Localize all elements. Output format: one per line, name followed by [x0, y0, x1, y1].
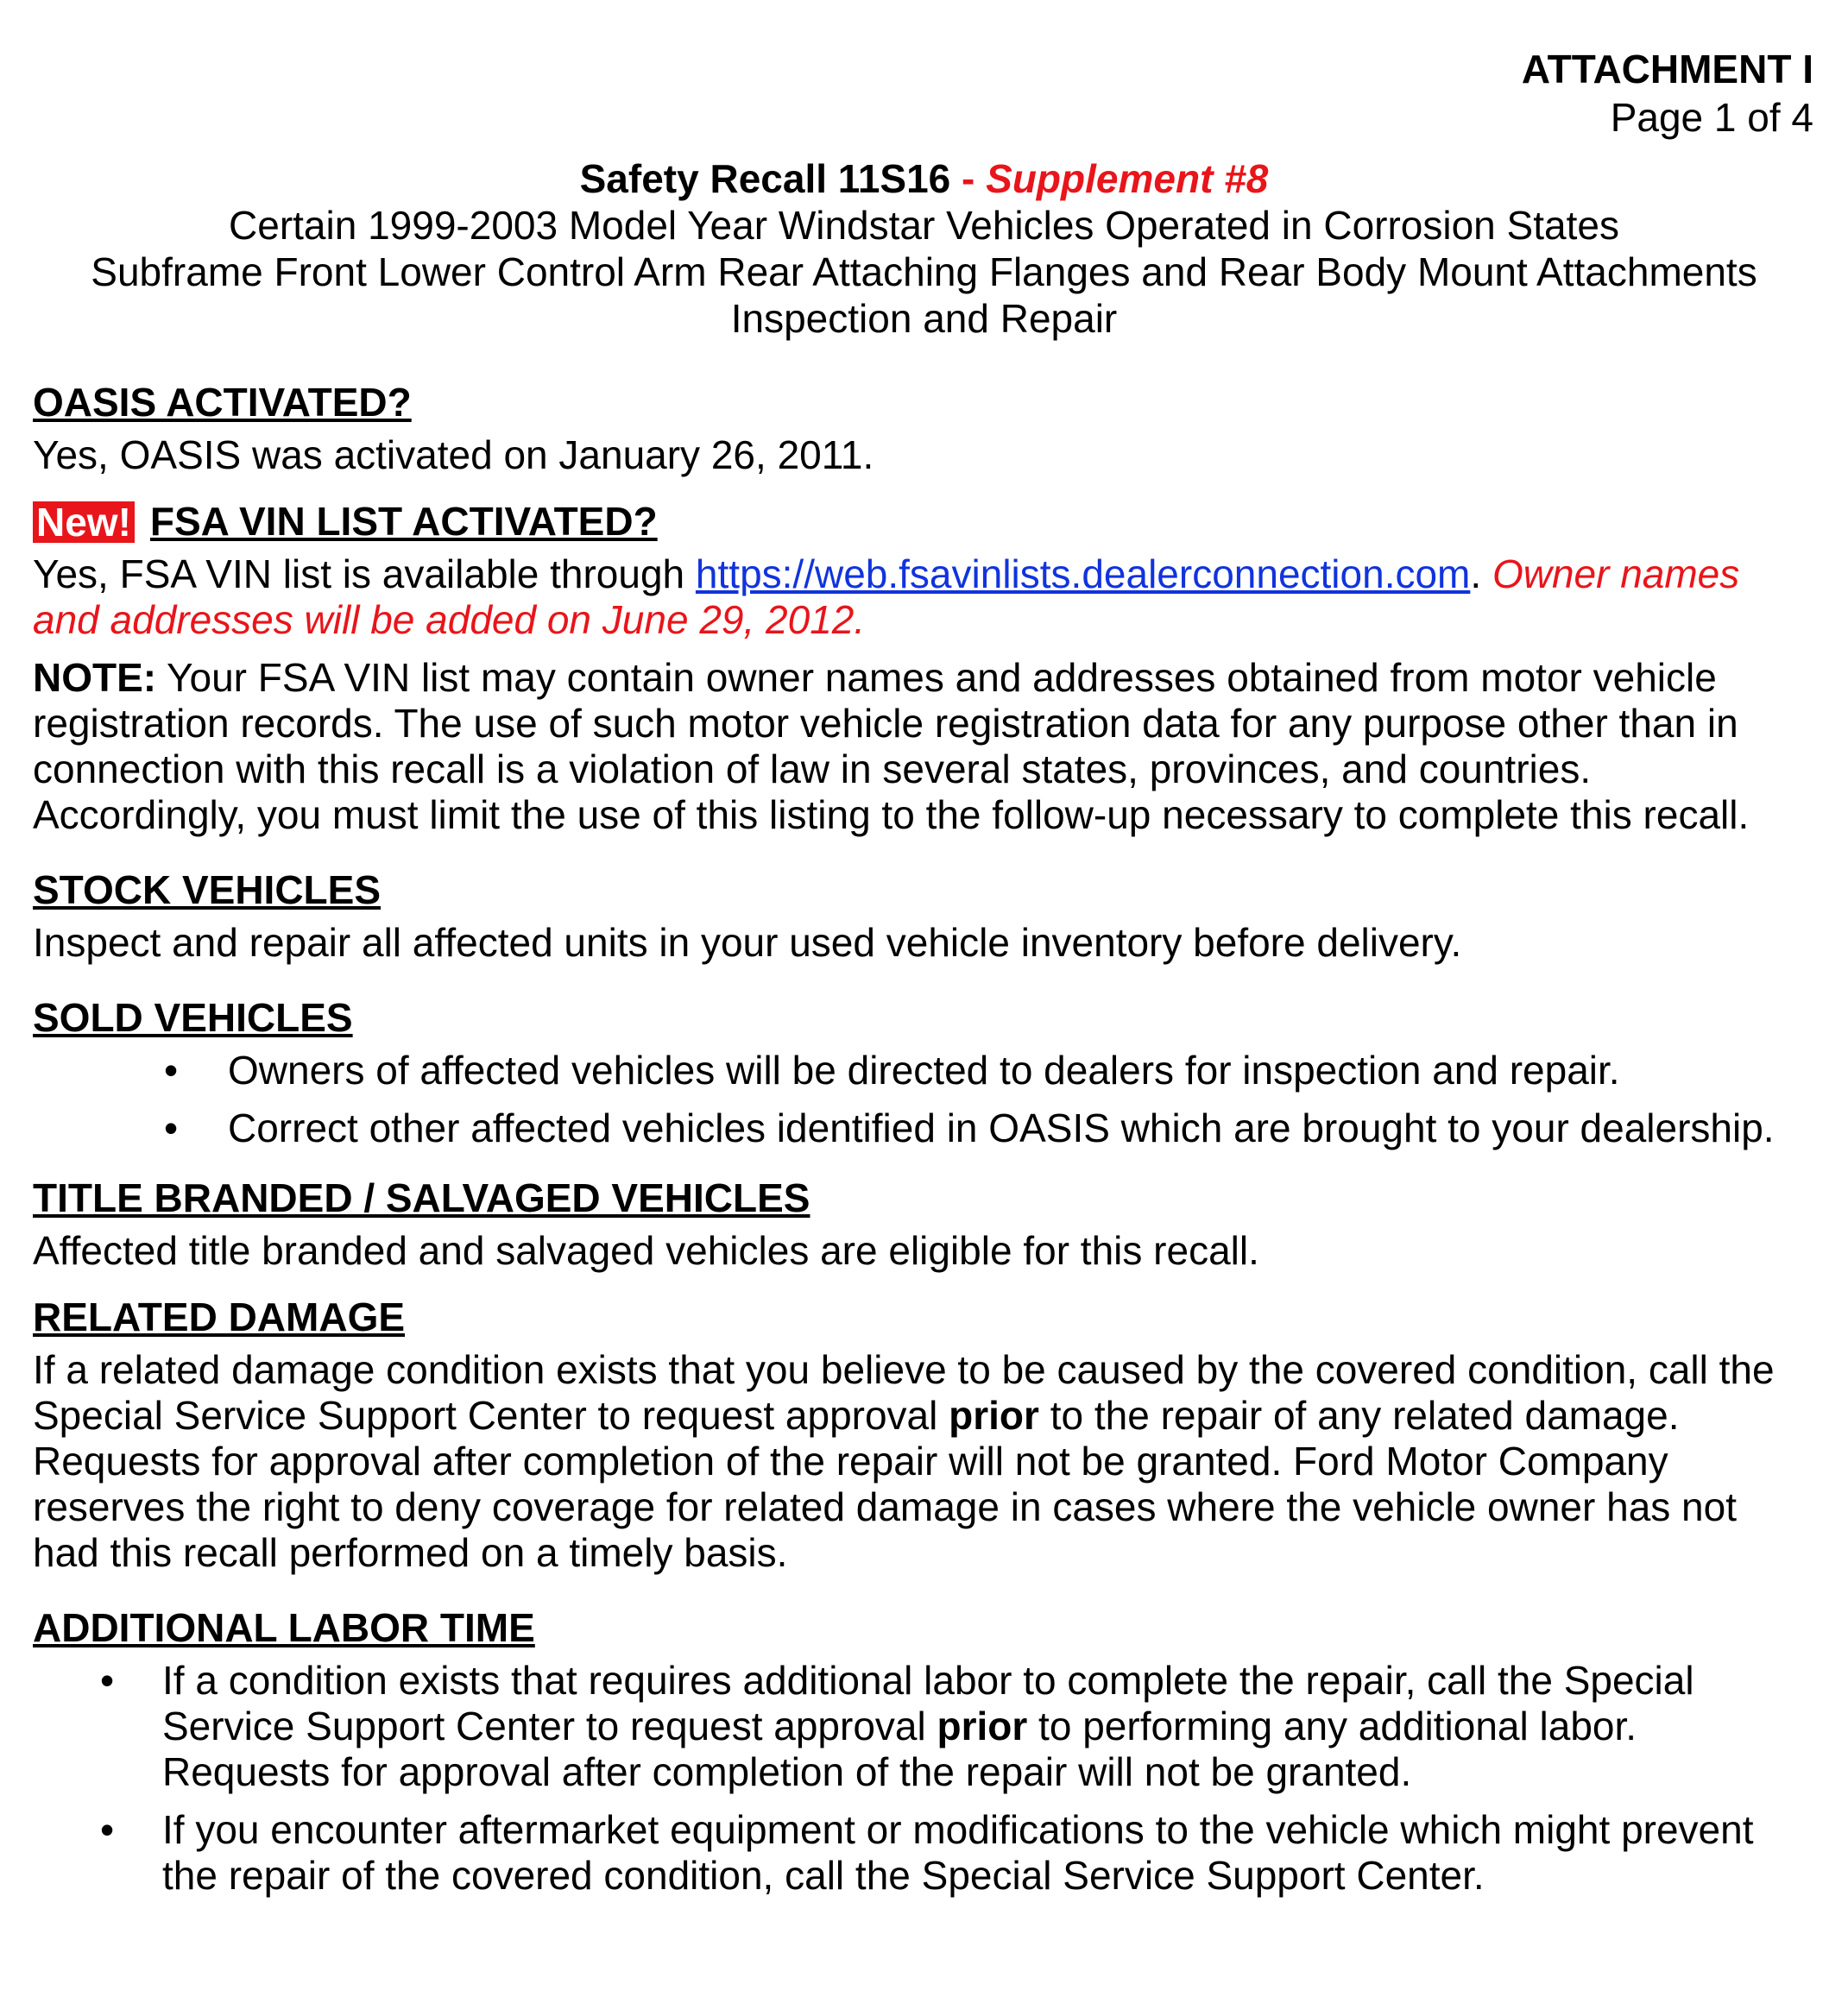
list-item — [33, 1048, 1811, 1093]
title-branded-heading: TITLE BRANDED / SALVAGED VEHICLES — [33, 1175, 810, 1220]
document-body — [33, 380, 1811, 1911]
sold-bullet-1: Owners of affected vehicles will be directed to dealers for inspection and repair. — [228, 1048, 1620, 1093]
bullet-icon: • — [164, 1048, 179, 1093]
oasis-text: Yes, OASIS was activated on January 26, 2011. — [33, 432, 874, 477]
title-branded-text: Affected title branded and salvaged vehicles are eligible for this recall. — [33, 1228, 1259, 1273]
bullet-icon: • — [100, 1807, 115, 1852]
title-line-2: Certain 1999-2003 Model Year Windstar Vehicles Operated in Corrosion States — [229, 203, 1619, 248]
related-damage-heading: RELATED DAMAGE — [33, 1295, 406, 1339]
related-prior: prior — [949, 1393, 1039, 1438]
fsa-text-before: Yes, FSA VIN list is available through — [33, 551, 696, 596]
fsa-note — [33, 655, 1811, 838]
sold-heading: SOLD VEHICLES — [33, 995, 353, 1040]
sold-list — [33, 1048, 1811, 1151]
list-item — [33, 1658, 1811, 1795]
note-text: Your FSA VIN list may contain owner names and addresses obtained from motor vehicle registration records. The use of such motor vehicle registration data for any purpose other than in connection with this recall is a violation of law in several states, provinces, and countries. Accordingly, you must limit the use of this listing to the follow-up necessary to complete this recall. — [33, 655, 1750, 837]
stock-text: Inspect and repair all affected units in your used vehicle inventory before delivery. — [33, 920, 1462, 965]
related-text-before: If a related damage condition exists that you believe to be caused by the covered condition, call the Special Service Support Center to request approval — [33, 1347, 1775, 1438]
labor-bullet-1-after: to performing any additional labor. Requests for approval after completion of the repair will not be granted. — [162, 1704, 1637, 1794]
recall-title — [35, 155, 1813, 202]
bullet-icon: • — [164, 1106, 179, 1150]
oasis-heading: OASIS ACTIVATED? — [33, 380, 412, 425]
title-line-3: Subframe Front Lower Control Arm Rear Attaching Flanges and Rear Body Mount Attachments — [91, 249, 1757, 294]
attachment-header — [1522, 45, 1813, 142]
sold-bullet-2: Correct other affected vehicles identified in OASIS which are brought to your dealership. — [228, 1106, 1775, 1150]
list-item — [33, 1106, 1811, 1151]
labor-list — [33, 1658, 1811, 1899]
related-damage-text — [33, 1347, 1811, 1576]
title-line-4: Inspection and Repair — [730, 296, 1118, 341]
note-label: NOTE: — [33, 655, 157, 700]
labor-bullet-2: If you encounter aftermarket equipment or modifications to the vehicle which might prevent the repair of the covered condition, call the Special Service Support Center. — [162, 1807, 1754, 1898]
fsa-text-after: . — [1470, 551, 1492, 596]
recall-number: Safety Recall 11S16 — [579, 156, 951, 201]
related-text-after: to the repair of any related damage. Requests for approval after completion of the repair will not be granted. Ford Motor Company reserves the right to deny coverage for related damage in cases where the vehicle owner has not had this recall performed on a timely basis. — [33, 1393, 1738, 1575]
new-badge: New! — [33, 501, 135, 543]
fsa-heading-row — [33, 499, 1811, 545]
labor-prior: prior — [937, 1704, 1028, 1748]
stock-heading: STOCK VEHICLES — [33, 867, 381, 912]
fsa-text — [33, 551, 1811, 643]
list-item — [33, 1807, 1811, 1899]
page-number: Page 1 of 4 — [1610, 95, 1813, 140]
attachment-label: ATTACHMENT I — [1521, 47, 1813, 91]
owner-names-note: Owner names and addresses will be added on June 29, 2012. — [33, 551, 1740, 642]
fsa-heading: FSA VIN LIST ACTIVATED? — [149, 499, 658, 544]
bullet-icon: • — [100, 1658, 115, 1703]
title-block — [35, 155, 1813, 342]
labor-heading: ADDITIONAL LABOR TIME — [33, 1605, 535, 1650]
supplement-label: Supplement #8 — [986, 156, 1269, 201]
labor-bullet-1-before: If a condition exists that requires additional labor to complete the repair, call the Special Service Support Center to request approval — [162, 1658, 1694, 1748]
fsa-vin-list-link[interactable]: https://web.fsavinlists.dealerconnection.com — [695, 551, 1471, 596]
title-dash: - — [950, 156, 987, 201]
